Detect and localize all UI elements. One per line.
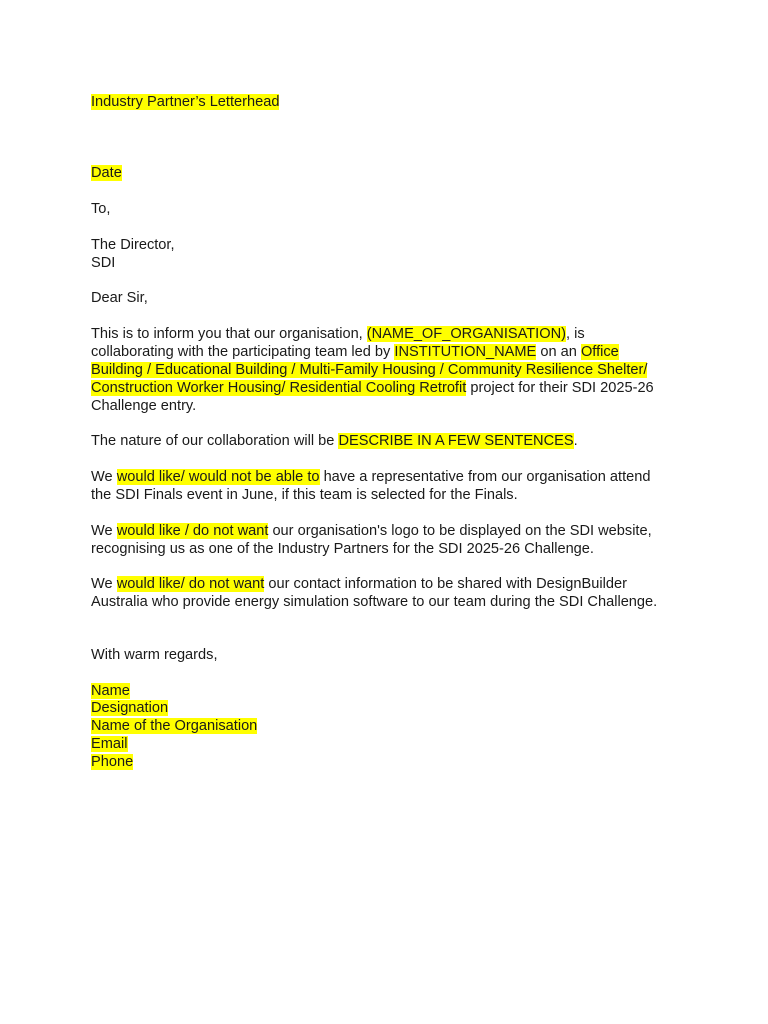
p2-text-a: The nature of our collaboration will be <box>91 433 339 449</box>
paragraph-1-line-2 <box>91 343 619 361</box>
paragraph-1-line-4 <box>91 379 654 397</box>
p5-text-b: our contact information to be shared with DesignBuilder <box>264 576 627 592</box>
paragraph-1-line-3 <box>91 361 647 379</box>
recipient-org: SDI <box>91 255 116 271</box>
paragraph-3-line-2: the SDI Finals event in June, if this team is selected for the Finals. <box>91 487 518 503</box>
signature-designation-line <box>91 699 168 717</box>
signature-name-placeholder: Name <box>91 683 130 699</box>
paragraph-5-line-2: Australia who provide energy simulation software to our team during the SDI Challenge. <box>91 594 658 610</box>
p2-text-b: . <box>573 433 578 449</box>
paragraph-5-line-1 <box>91 575 627 593</box>
signature-phone-placeholder: Phone <box>91 754 134 770</box>
project-type-placeholder-3: Construction Worker Housing/ Residential Cooling Retrofit <box>91 380 467 396</box>
signature-designation-placeholder: Designation <box>91 700 169 716</box>
paragraph-1-line-1 <box>91 325 585 343</box>
p1-text-c: collaborating with the participating team led by <box>91 344 395 360</box>
signature-name-line <box>91 682 130 700</box>
collaboration-description-placeholder: DESCRIBE IN A FEW SENTENCES <box>338 433 574 449</box>
paragraph-4-line-1 <box>91 522 652 540</box>
signature-organisation-placeholder: Name of the Organisation <box>91 718 258 734</box>
p5-text-a: We <box>91 576 117 592</box>
signature-email-line <box>91 735 128 753</box>
org-name-placeholder: (NAME_OF_ORGANISATION) <box>366 326 566 342</box>
signature-email-placeholder: Email <box>91 736 128 752</box>
p4-text-a: We <box>91 523 117 539</box>
paragraph-1-line-5: Challenge entry. <box>91 398 197 414</box>
paragraph-4-line-2: recognising us as one of the Industry Partners for the SDI 2025-26 Challenge. <box>91 541 594 557</box>
p3-text-a: We <box>91 469 117 485</box>
letterhead-line <box>91 93 279 111</box>
salutation: Dear Sir, <box>91 290 148 306</box>
p3-text-b: have a representative from our organisation attend <box>319 469 651 485</box>
project-type-placeholder-1: Office <box>580 344 619 360</box>
date-placeholder: Date <box>91 165 122 181</box>
to-line: To, <box>91 201 111 217</box>
signature-organisation-line <box>91 717 257 735</box>
date-line <box>91 164 122 182</box>
signature-phone-line <box>91 753 133 771</box>
p1-text-e: project for their SDI 2025-26 <box>466 380 654 396</box>
p4-text-b: our organisation's logo to be displayed on the SDI website, <box>268 523 652 539</box>
recipient-title: The Director, <box>91 237 175 253</box>
p1-text-b: , is <box>566 326 585 342</box>
closing: With warm regards, <box>91 647 218 663</box>
attendance-choice-placeholder: would like/ would not be able to <box>116 469 320 485</box>
project-type-placeholder-2: Building / Educational Building / Multi-Family Housing / Community Resilience Shelter/ <box>91 362 648 378</box>
p1-text-d: on an <box>536 344 581 360</box>
paragraph-3-line-1 <box>91 468 651 486</box>
letterhead-placeholder: Industry Partner’s Letterhead <box>91 94 280 110</box>
p1-text-a: This is to inform you that our organisation, <box>91 326 367 342</box>
contact-sharing-choice-placeholder: would like/ do not want <box>116 576 265 592</box>
institution-name-placeholder: INSTITUTION_NAME <box>394 344 537 360</box>
paragraph-2 <box>91 432 578 450</box>
logo-choice-placeholder: would like / do not want <box>116 523 269 539</box>
